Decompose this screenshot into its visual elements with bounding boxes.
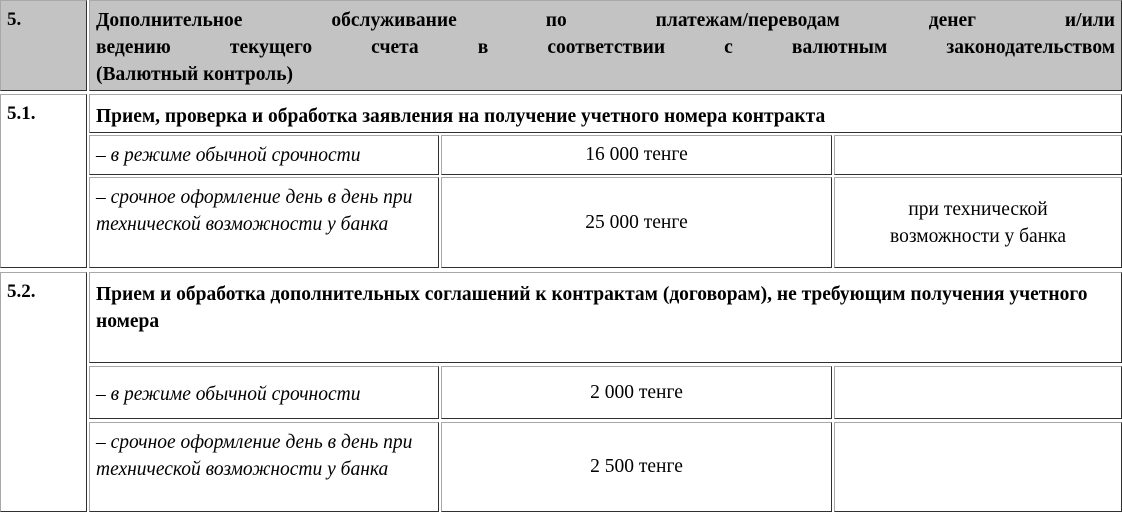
price-value: 25 000 тенге bbox=[441, 177, 832, 268]
section-title-line-3: (Валютный контроль) bbox=[96, 64, 294, 85]
section-title-line-1: Дополнительное обслуживание по платежам/переводам денег и/или bbox=[96, 10, 1115, 31]
urgency-label: – срочное оформление день в день при технической возможности у банка bbox=[89, 177, 439, 268]
section-title-line-2: ведению текущего счета в соответствии с валютным законодательством bbox=[96, 37, 1115, 58]
price-value: 2 000 тенге bbox=[441, 366, 832, 419]
price-value: 2 500 тенге bbox=[441, 422, 832, 512]
urgency-label: – в режиме обычной срочности bbox=[89, 366, 439, 419]
item-title: Прием, проверка и обработка заявления на получение учетного номера контракта bbox=[89, 94, 1122, 133]
item-number: 5.2. bbox=[0, 272, 87, 512]
note-cell: при технической возможности у банка bbox=[834, 177, 1122, 268]
section-number: 5. bbox=[0, 0, 87, 91]
price-value: 16 000 тенге bbox=[441, 135, 832, 175]
note-cell bbox=[834, 135, 1122, 175]
item-title: Прием и обработка дополнительных соглашений к контрактам (договорам), не требующим получения учетного номера bbox=[89, 272, 1122, 363]
note-cell bbox=[834, 366, 1122, 419]
urgency-label: – срочное оформление день в день при технической возможности у банка bbox=[89, 422, 439, 512]
section-title bbox=[89, 0, 1122, 91]
note-cell bbox=[834, 422, 1122, 512]
item-number: 5.1. bbox=[0, 94, 87, 268]
urgency-label: – в режиме обычной срочности bbox=[89, 135, 439, 175]
